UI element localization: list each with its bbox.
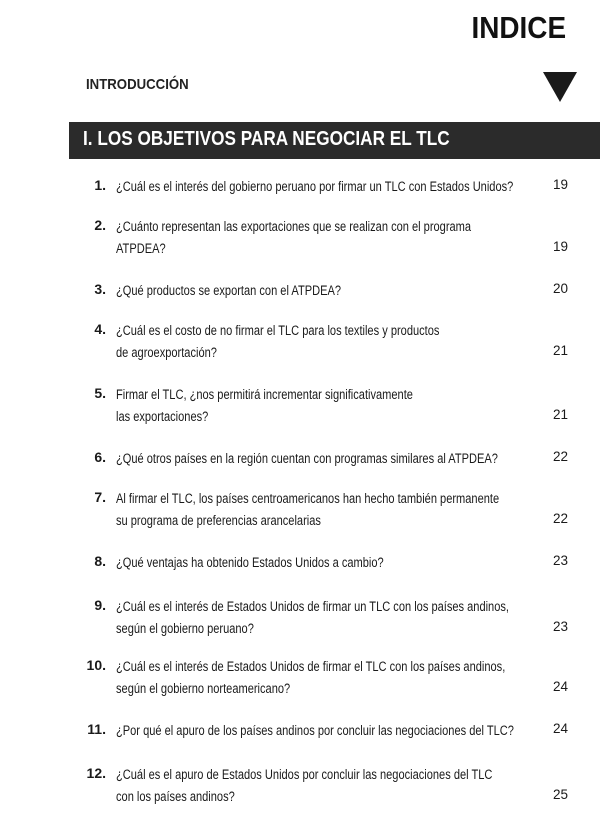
- entry-number: 11.: [87, 721, 106, 737]
- entry-question-line: Al firmar el TLC, los países centroamericanos han hecho también permanente: [116, 491, 500, 506]
- entry-number: 7.: [94, 489, 106, 505]
- entry-page-number: 22: [552, 449, 568, 464]
- entry-page-number: 24: [552, 679, 568, 694]
- entry-question: [116, 216, 501, 260]
- entry-question: [116, 280, 501, 302]
- entry-question-line: con los países andinos?: [116, 789, 235, 804]
- entry-number: 2.: [94, 217, 106, 233]
- entry-number: 3.: [94, 281, 106, 297]
- section-header-bar: [69, 122, 600, 159]
- entry-question-line: ¿Por qué el apuro de los países andinos por concluir las negociaciones del TLC?: [116, 723, 514, 738]
- entry-page-number: 21: [552, 343, 568, 358]
- entry-question-line: ¿Cuál es el interés de Estados Unidos de firmar un TLC con los países andinos,: [116, 599, 509, 614]
- entry-page-number: 22: [552, 511, 568, 526]
- entry-question-line: ¿Qué otros países en la región cuentan con programas similares al ATPDEA?: [116, 451, 498, 466]
- entry-question: [116, 764, 501, 808]
- entry-number: 8.: [94, 553, 106, 569]
- entry-number: 12.: [86, 765, 106, 781]
- triangle-down-icon: [543, 72, 577, 102]
- entry-question: [116, 320, 501, 364]
- entry-page-number: 24: [552, 721, 568, 736]
- entry-question-line: su programa de preferencias arancelarias: [116, 513, 321, 528]
- entry-question: [116, 596, 509, 640]
- entry-number: 1.: [94, 177, 106, 193]
- entry-page-number: 21: [552, 407, 568, 422]
- entry-question-line: ¿Cuánto representan las exportaciones que se realizan con el programa: [116, 219, 472, 234]
- entry-page-number: 19: [552, 239, 568, 254]
- entry-question-line: de agroexportación?: [116, 345, 217, 360]
- entry-question-line: según el gobierno norteamericano?: [116, 681, 291, 696]
- entry-question-line: ¿Qué ventajas ha obtenido Estados Unidos a cambio?: [116, 555, 384, 570]
- entry-page-number: 23: [552, 553, 568, 568]
- entry-question-line: ¿Cuál es el interés del gobierno peruano por firmar un TLC con Estados Unidos?: [116, 179, 514, 194]
- entry-question: [116, 720, 514, 742]
- entry-question: [116, 488, 501, 532]
- entry-question: [116, 552, 501, 574]
- entry-question: [116, 384, 501, 428]
- entry-page-number: 23: [552, 619, 568, 634]
- page-title: INDICE: [471, 10, 566, 45]
- section-title: I. LOS OBJETIVOS PARA NEGOCIAR EL TLC: [83, 128, 450, 150]
- entry-question: [116, 656, 506, 700]
- entry-question: [116, 448, 501, 470]
- introduction-heading[interactable]: INTRODUCCIÓN: [86, 76, 189, 93]
- entry-question: [116, 176, 514, 198]
- entry-question-line: según el gobierno peruano?: [116, 621, 254, 636]
- entry-question-line: ATPDEA?: [116, 241, 166, 256]
- entry-question-line: ¿Qué productos se exportan con el ATPDEA?: [116, 283, 342, 298]
- entry-question-line: las exportaciones?: [116, 409, 209, 424]
- entry-question-line: Firmar el TLC, ¿nos permitirá incrementar significativamente: [116, 387, 413, 402]
- entry-page-number: 20: [552, 281, 568, 296]
- entry-number: 9.: [94, 597, 106, 613]
- entry-page-number: 25: [552, 787, 568, 802]
- entry-number: 5.: [94, 385, 106, 401]
- entry-number: 6.: [94, 449, 106, 465]
- entry-number: 4.: [94, 321, 106, 337]
- entry-question-line: ¿Cuál es el costo de no firmar el TLC para los textiles y productos: [116, 323, 440, 338]
- entry-question-line: ¿Cuál es el interés de Estados Unidos de firmar el TLC con los países andinos,: [116, 659, 506, 674]
- entry-question-line: ¿Cuál es el apuro de Estados Unidos por concluir las negociaciones del TLC: [116, 767, 493, 782]
- entry-number: 10.: [86, 657, 106, 673]
- entry-page-number: 19: [552, 177, 568, 192]
